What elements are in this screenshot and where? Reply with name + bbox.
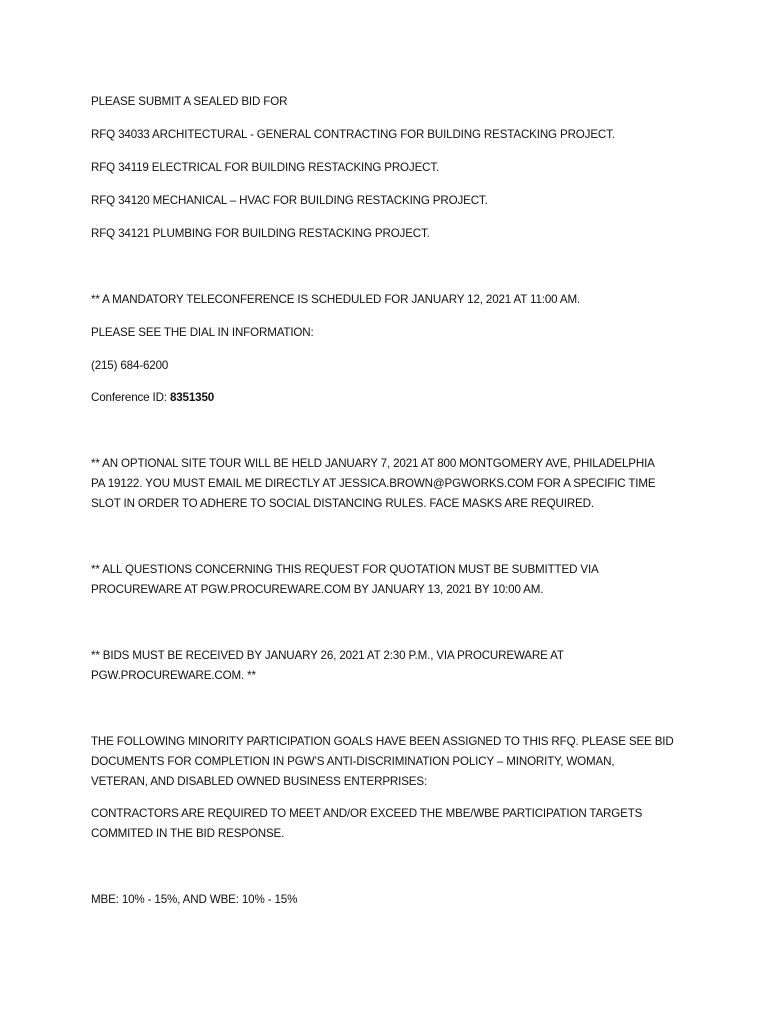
minority-goals-line: DOCUMENTS FOR COMPLETION IN PGW’S ANTI-DISCRIMINATION POLICY – MINORITY, WOMAN, xyxy=(91,755,615,768)
questions-line: ** ALL QUESTIONS CONCERNING THIS REQUEST FOR QUOTATION MUST BE SUBMITTED VIA xyxy=(91,563,599,576)
bids-paragraph xyxy=(91,646,691,686)
bids-line: PGW.PROCUREWARE.COM. ** xyxy=(91,669,256,682)
contractors-line: CONTRACTORS ARE REQUIRED TO MEET AND/OR EXCEED THE MBE/WBE PARTICIPATION TARGETS xyxy=(91,807,643,820)
site-tour-line: PA 19122. YOU MUST EMAIL ME DIRECTLY AT JESSICA.BROWN@PGWORKS.COM FOR A SPECIFIC TIME xyxy=(91,477,656,490)
dial-in-label: PLEASE SEE THE DIAL IN INFORMATION: xyxy=(91,326,314,339)
conference-id-value: 8351350 xyxy=(169,391,215,404)
teleconference-notice: ** A MANDATORY TELECONFERENCE IS SCHEDULED FOR JANUARY 12, 2021 AT 11:00 AM. xyxy=(91,293,581,306)
intro-text: PLEASE SUBMIT A SEALED BID FOR xyxy=(91,95,288,108)
contractors-line: COMMITED IN THE BID RESPONSE. xyxy=(91,827,285,840)
rfq-line: RFQ 34120 MECHANICAL – HVAC FOR BUILDING RESTACKING PROJECT. xyxy=(91,194,488,207)
rfq-line: RFQ 34033 ARCHITECTURAL - GENERAL CONTRACTING FOR BUILDING RESTACKING PROJECT. xyxy=(91,128,615,141)
conference-id-line xyxy=(91,388,214,408)
bids-line: ** BIDS MUST BE RECEIVED BY JANUARY 26, 2021 AT 2:30 P.M., VIA PROCUREWARE AT xyxy=(91,649,564,662)
questions-line: PROCUREWARE AT PGW.PROCUREWARE.COM BY JANUARY 13, 2021 BY 10:00 AM. xyxy=(91,583,544,596)
conference-id-label: Conference ID: xyxy=(91,391,170,404)
minority-goals-line: VETERAN, AND DISABLED OWNED BUSINESS ENTERPRISES: xyxy=(91,775,428,788)
minority-goals-paragraph xyxy=(91,732,691,792)
site-tour-line: SLOT IN ORDER TO ADHERE TO SOCIAL DISTANCING RULES. FACE MASKS ARE REQUIRED. xyxy=(91,497,594,510)
questions-paragraph xyxy=(91,560,691,600)
participation-targets: MBE: 10% - 15%, AND WBE: 10% - 15% xyxy=(91,893,298,906)
contractors-paragraph xyxy=(91,804,691,844)
site-tour-paragraph xyxy=(91,454,691,514)
dial-in-phone: (215) 684-6200 xyxy=(91,359,169,372)
rfq-line: RFQ 34121 PLUMBING FOR BUILDING RESTACKING PROJECT. xyxy=(91,227,430,240)
site-tour-line: ** AN OPTIONAL SITE TOUR WILL BE HELD JANUARY 7, 2021 AT 800 MONTGOMERY AVE, PHILADELPHIA xyxy=(91,457,655,470)
rfq-line: RFQ 34119 ELECTRICAL FOR BUILDING RESTACKING PROJECT. xyxy=(91,161,440,174)
minority-goals-line: THE FOLLOWING MINORITY PARTICIPATION GOALS HAVE BEEN ASSIGNED TO THIS RFQ. PLEASE SEE BID xyxy=(91,735,674,748)
